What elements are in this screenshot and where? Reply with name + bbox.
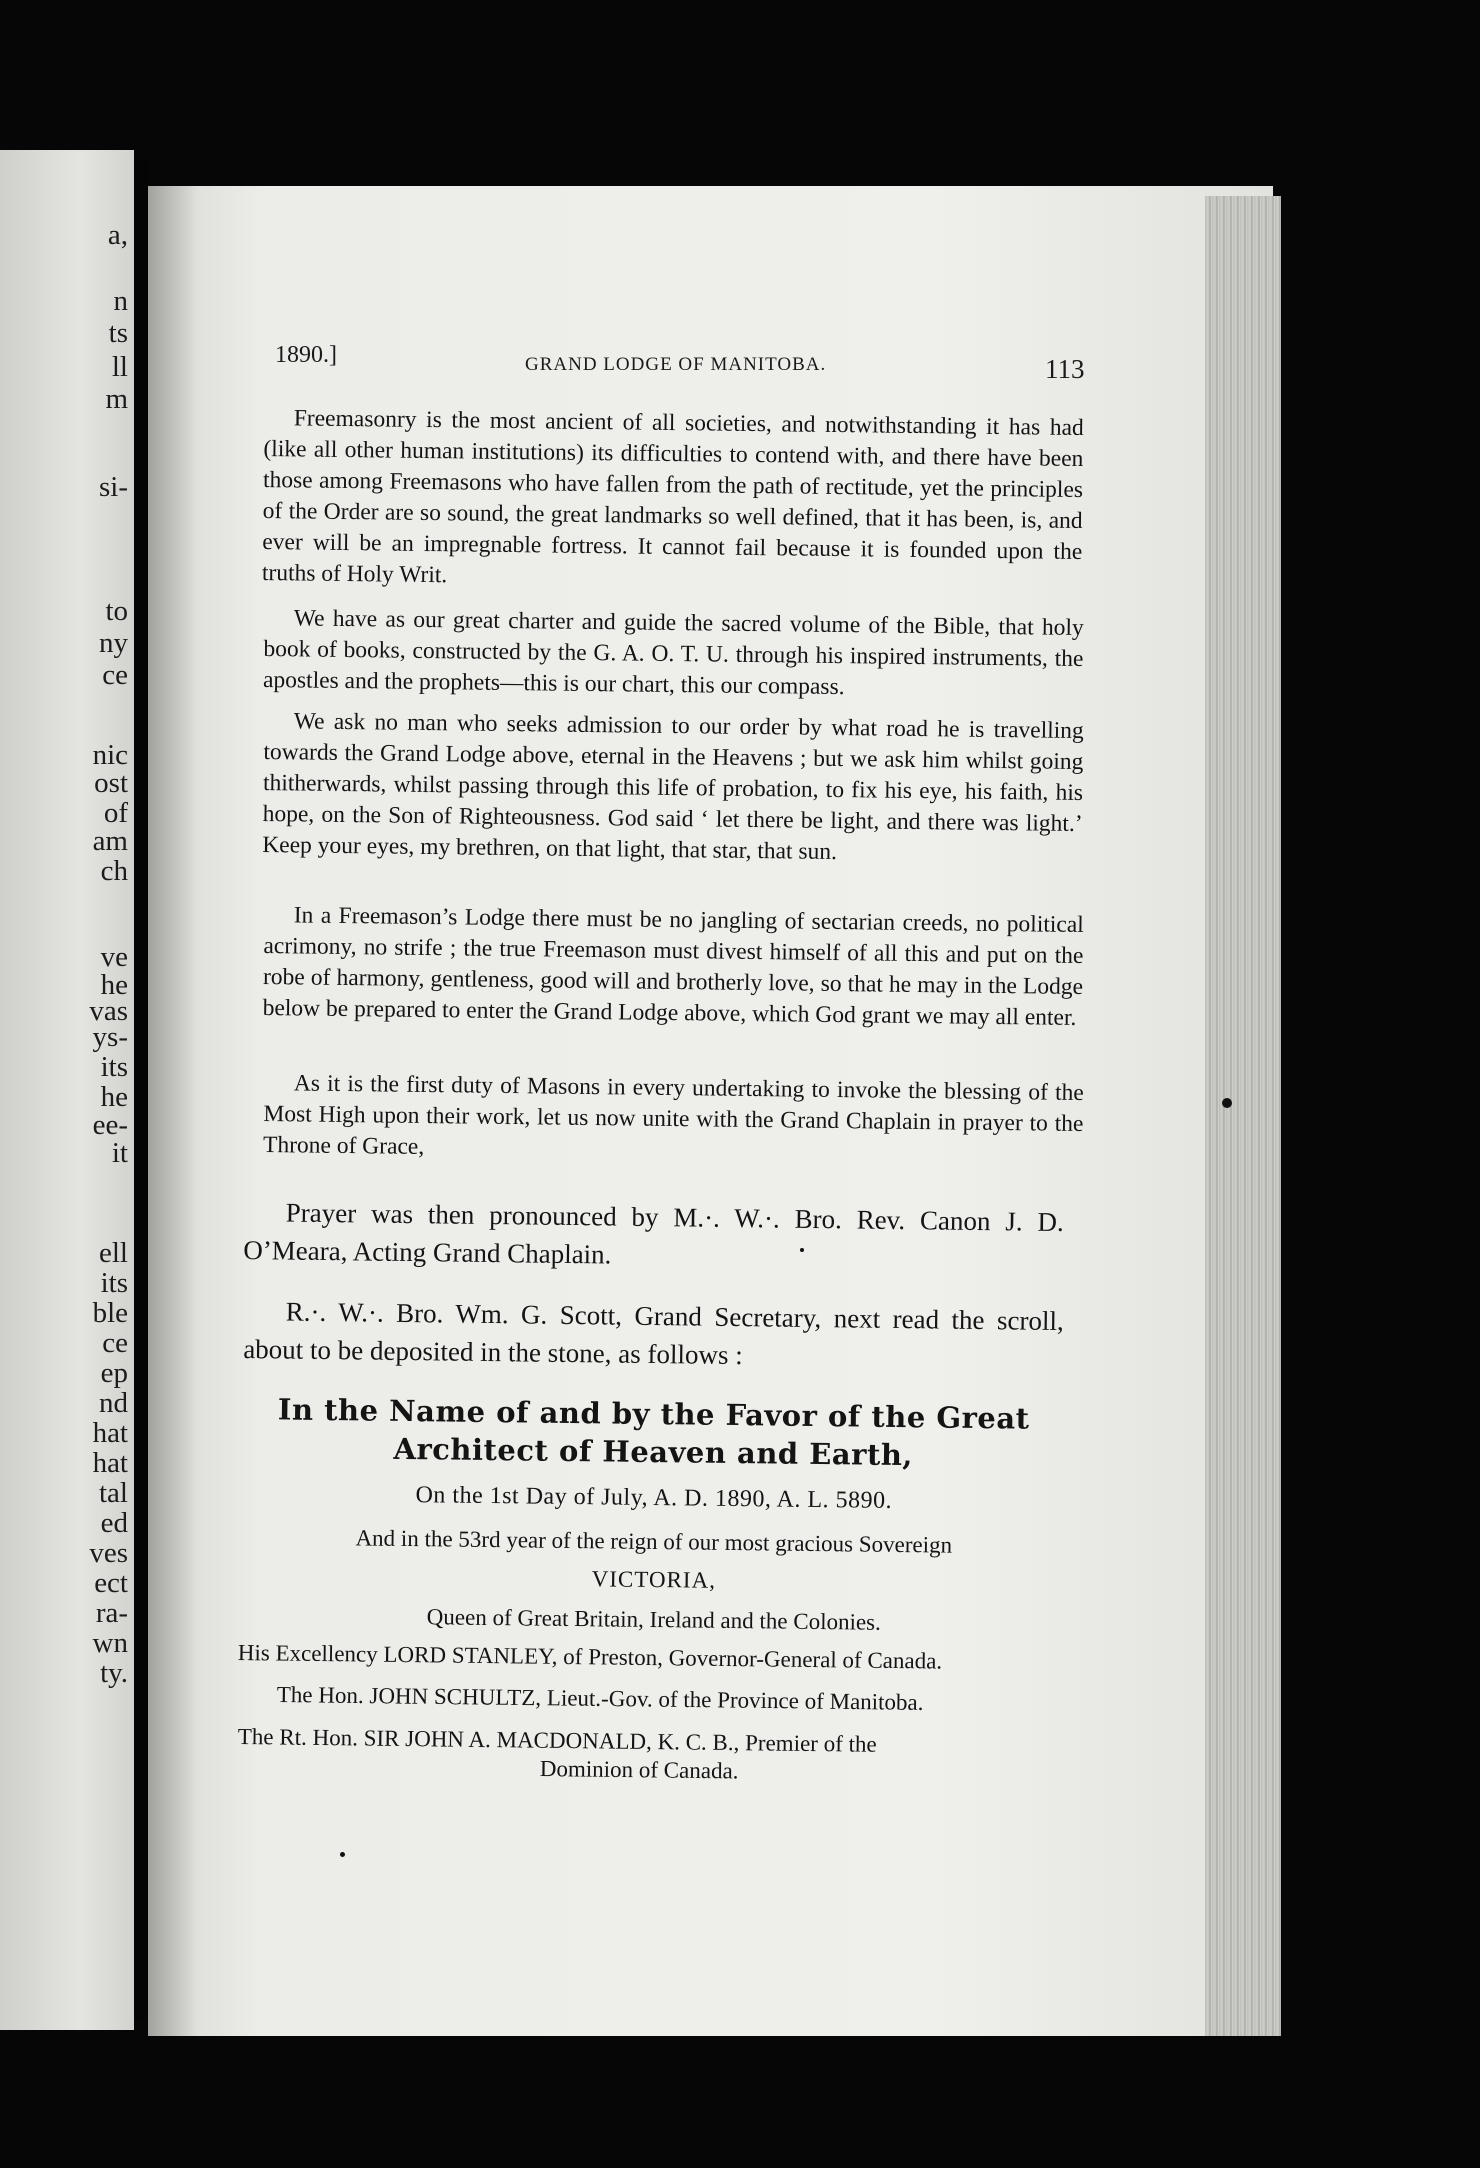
left-page-fragment: ch [100,855,128,887]
left-page-fragment: n [113,285,128,317]
scroll-queen-title: Queen of Great Britain, Ireland and the Colonies. [426,1604,881,1635]
left-page-fragment: ect [94,1567,128,1599]
left-page-fragment: vas [89,995,128,1027]
paragraph-prayer-invocation: As it is the first duty of Masons in every undertaking to invoke the blessing of the Most High upon their work, let us now unite with the Grand Chaplain in prayer to the Throne of Grace, [262,1070,1084,1160]
ink-speck [1222,1098,1232,1108]
left-page-fragment: ll [111,351,128,383]
ink-speck [800,1248,804,1252]
scroll-premier: The Rt. Hon. SIR JOHN A. MACDONALD, K. C. B., Premier of the [237,1724,877,1757]
left-page-fragment: ell [99,1237,128,1269]
left-page-fragment: ost [94,767,128,799]
left-page-fragment: ves [89,1537,128,1569]
left-page-fragment: wn [92,1627,128,1659]
scroll-lieutenant-governor: The Hon. JOHN SCHULTZ, Lieut.-Gov. of the Province of Manitoba. [276,1682,924,1715]
scroll-governor-general: His Excellency LORD STANLEY, of Preston, Governor-General of Canada. [237,1640,943,1674]
left-page-fragment: its [100,1267,128,1299]
left-page-fragment: nd [99,1387,128,1419]
left-page-fragment: ble [92,1297,128,1329]
scroll-heading-line-2: Architect of Heaven and Earth, [393,1431,914,1473]
left-page-fragment: ve [100,941,128,973]
left-page-fragment: ra- [95,1597,128,1629]
book-spine [134,160,148,2020]
running-head-title: GRAND LODGE OF MANITOBA. [525,354,827,375]
page-number: 113 [1045,354,1085,384]
scroll-heading [243,1390,1064,1476]
left-page-fragment: m [105,383,128,415]
left-page-fragment: ts [108,317,128,349]
scroll-reign: And in the 53rd year of the reign of our most gracious Sovereign [355,1525,953,1558]
left-page-fragment: he [100,969,128,1001]
left-page-fragment: ee- [92,1109,128,1141]
left-page-fragment: si- [99,471,128,503]
left-page-fragment: a, [107,219,128,251]
paragraph-scroll-read: R.·. W.·. Bro. Wm. G. Scott, Grand Secretary, next read the scroll, about to be deposited in the stone, as follows : [243,1296,1064,1371]
scroll-date: On the 1st Day of July, A. D. 1890, A. L. 5890. [415,1482,893,1514]
left-page-fragment: ty. [100,1657,128,1689]
scroll-heading-line-1: In the Name of and by the Favor of the Great [277,1392,1030,1436]
scroll-sovereign: VICTORIA, [591,1566,717,1593]
page-edges [1205,196,1281,2036]
left-page-fragment: ce [102,1327,128,1359]
ink-speck [340,1852,345,1857]
paragraph-prayer-pronounced: Prayer was then pronounced by M.·. W.·. Bro. Rev. Canon J. D. O’Meara, Acting Grand Chaplain. [243,1197,1064,1270]
left-page-fragment: ce [102,659,128,691]
running-head-year: 1890.] [275,342,337,368]
left-page-fragment: hat [92,1417,128,1449]
left-page-fragment: ed [100,1507,128,1539]
paragraph-admission: We ask no man who seeks admission to our order by what road he is travelling towards the Grand Lodge above, eternal in the Heavens ; but we ask him whilst going thitherwards, whilst passing through this life of probation, to fix his eye, his faith, his hope, on the Son of Righteousness. God said ‘ let there be light, and there was light.’ Keep your eyes, my brethren, on that light, that star, that sun. [262,708,1084,866]
left-page-fragment: to [105,595,128,627]
paragraph-charter: We have as our great charter and guide the sacred volume of the Bible, that holy book of books, constructed by the G. A. O. T. U. through his inspired instruments, the apostles and the prophets—this is our chart, this our compass. [262,605,1084,701]
binding-shadow [148,186,198,2036]
paragraph-lodge: In a Freemason’s Lodge there must be no jangling of sectarian creeds, no political acrimony, no strife ; the true Freemason must divest himself of all this and put on the robe of harmony, gentleness, good will and brotherly love, so that he may in the Lodge below be prepared to enter the Grand Lodge above, which God grant we may all enter. [262,902,1084,1031]
left-page-fragment: nic [92,739,128,771]
left-page-fragment: it [111,1137,128,1169]
left-page-fragment: ny [99,627,128,659]
left-page-fragment: he [100,1081,128,1113]
left-page-fragment: am [92,825,128,857]
paragraph-freemasonry: Freemasonry is the most ancient of all societies, and notwithstanding it has had (like all other human institutions) its difficulties to contend with, and there have been those among Freemasons who have fallen from the path of rectitude, yet the principles of the Order are so sound, the great landmarks so well defined, that it has been, is, and ever will be an impregnable fortress. It cannot fail because it is founded upon the truths of Holy Writ. [261,405,1084,589]
left-page-fragment: ys- [92,1021,128,1053]
left-page-edge [0,150,134,2030]
scroll-premier-continued: Dominion of Canada. [539,1756,739,1784]
left-page-fragment: tal [99,1477,128,1509]
left-page-fragment: hat [92,1447,128,1479]
left-page-fragment: of [103,797,128,829]
left-page-fragment: ep [100,1357,128,1389]
left-page-fragment: its [100,1051,128,1083]
